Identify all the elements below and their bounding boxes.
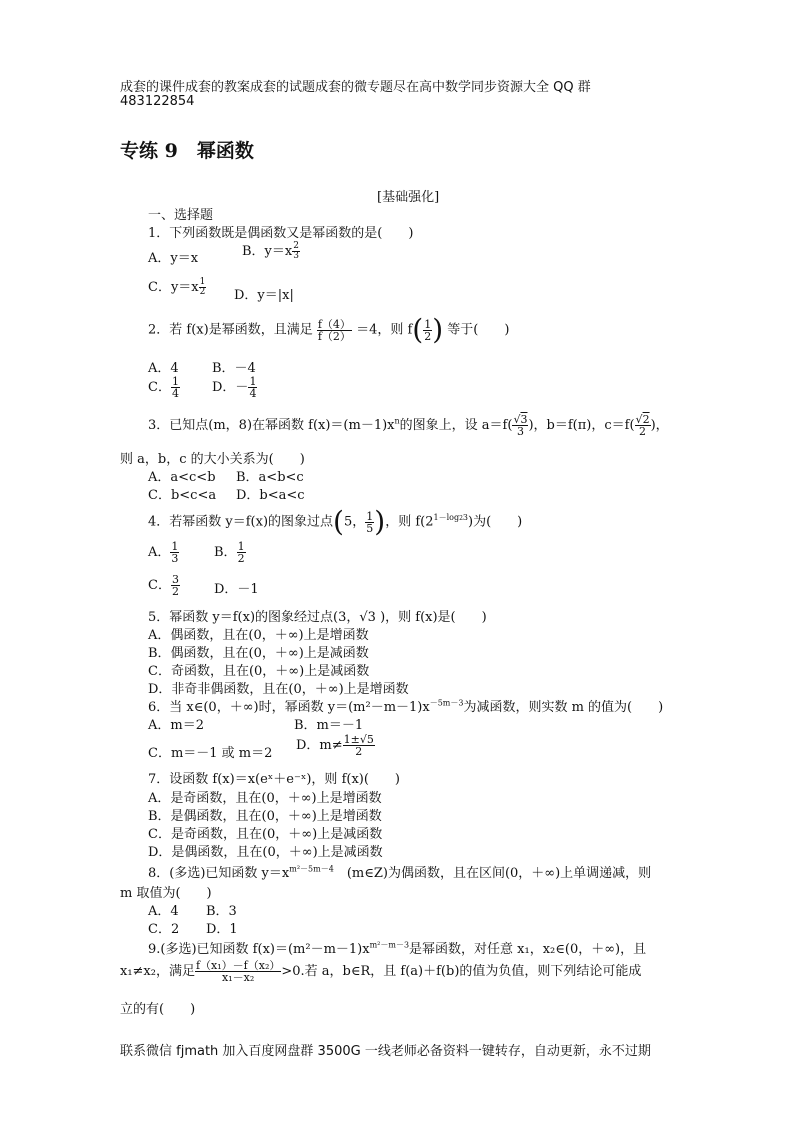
q6-option-b: B．m＝－1 [294, 718, 364, 733]
question-1-stem: 1．下列函数既是偶函数又是幂函数的是( ) [148, 226, 414, 241]
footer-note: 联系微信 fjmath 加入百度网盘群 3500G 一线老师必备资料一键转存，自动更新，永不过期 [120, 1044, 651, 1059]
q4-option-b: B． $\frac{1}{2}$ [214, 540, 245, 565]
header-line1: 成套的课件成套的教案成套的试题成套的微专题尽在高中数学同步资源大全 QQ 群 [120, 80, 591, 95]
q2-option-c: C． $\frac{1}{4}$ [148, 375, 179, 400]
q4-option-d: D．－1 [214, 582, 259, 597]
q2-option-d: D．－ $\frac{1}{4}$ [212, 375, 257, 400]
q7-option-d: D．是偶函数，且在(0，＋∞)上是减函数 [148, 845, 383, 860]
q2-option-a: A．4 [148, 361, 179, 376]
question-8-line2: m 取值为( ) [120, 886, 212, 901]
q1-option-a: A．y＝x [148, 251, 199, 266]
q7-option-a: A．是奇函数，且在(0，＋∞)上是增函数 [148, 791, 382, 806]
q3-option-c: C．b<c<a [148, 488, 217, 503]
page-title: 专练 9 幂函数 [120, 140, 254, 162]
q8-option-a: A．4 [148, 904, 179, 919]
question-9-line2: x₁≠x₂，满足 $\frac{\text{f（x₁）－f（x₂）}}{\text{x₁－x₂}}$ >0.若 a，b∈R，且 f(a)＋f(b)的值为负值，则下列结论可能成 [120, 959, 642, 984]
q3-option-a: A．a<c<b [148, 470, 216, 485]
question-4-stem: 4．若幂函数 y＝f(x)的图象过点(5， $\frac{1}{5}$ )，则 $f(2^{1-log23})$为( ) [148, 505, 523, 538]
question-5-stem: 5．幂函数 y＝f(x)的图象经过点(3，√3 )，则 f(x)是( ) [148, 610, 487, 625]
section-heading: [基础强化] [377, 190, 440, 205]
question-9-line1: 9.(多选)已知函数 $f(x)=(m^2-m-1)x^{m^2-m-3}$是幂函数，对任意 x₁，x₂∈(0，＋∞)，且 [148, 940, 647, 957]
q6-option-d: D．m≠ $\frac{1\pm√5}{2}$ [296, 733, 374, 758]
question-7-stem: 7．设函数 f(x)＝x(eˣ＋e⁻ˣ)，则 f(x)( ) [148, 772, 400, 787]
question-3-line1: 3．已知点(m，8)在幂函数 $f(x)=(m-1)x^n$的图象上，设 a＝f( $\frac{√3}{3}$ )，b＝f(π)，c＝f( $\frac{√2}{2}$ )， [148, 413, 669, 438]
header-line2: 483122854 [120, 94, 195, 109]
q3-option-b: B．a<b<c [236, 470, 304, 485]
q4-option-c: C． $\frac{3}{2}$ [148, 573, 179, 598]
q5-option-c: C．奇函数，且在(0，＋∞)上是减函数 [148, 664, 370, 679]
q1-option-d: D．y＝|x| [234, 288, 294, 303]
question-3-line2: 则 a，b，c 的大小关系为( ) [120, 452, 305, 467]
q7-option-c: C．是奇函数，且在(0，＋∞)上是减函数 [148, 827, 383, 842]
q2-option-b: B．－4 [212, 361, 256, 376]
q5-option-d: D．非奇非偶函数，且在(0，＋∞)上是增函数 [148, 682, 409, 697]
part-heading: 一、选择题 [148, 208, 214, 223]
q1-option-b: B．y＝x $\frac{2}{3}$ [242, 241, 299, 261]
q8-option-b: B．3 [206, 904, 237, 919]
q8-option-c: C．2 [148, 922, 180, 937]
q6-option-c: C．m＝－1 或 m＝2 [148, 746, 273, 761]
q4-option-a: A． $\frac{1}{3}$ [148, 540, 179, 565]
q5-option-b: B．偶函数，且在(0，＋∞)上是减函数 [148, 646, 369, 661]
q7-option-b: B．是偶函数，且在(0，＋∞)上是增函数 [148, 809, 382, 824]
q1-option-c: C．y＝x $\frac{1}{2}$ [148, 277, 206, 297]
question-2-stem: 2．若 f(x)是幂函数，且满足 $\frac{f(4)}{f(2)}$ ＝4，则 f( $\frac{1}{2}$ ) 等于( ) [148, 313, 510, 346]
q8-option-d: D．1 [206, 922, 238, 937]
q5-option-a: A．偶函数，且在(0，＋∞)上是增函数 [148, 628, 369, 643]
q6-option-a: A．m＝2 [148, 718, 204, 733]
question-8-line1: 8．(多选)已知函数 $y=x^{m^2-5m-4}$ (m∈Z)为偶函数，且在区间(0，＋∞)上单调递减，则 [148, 864, 652, 881]
question-6-stem: 6．当 x∈(0，＋∞)时，幂函数 $y=(m^2-m-1)x^{-5m-3}$为减函数，则实数 m 的值为( ) [148, 698, 664, 715]
question-9-line3: 立的有( ) [120, 1002, 196, 1017]
q3-option-d: D．b<a<c [236, 488, 305, 503]
